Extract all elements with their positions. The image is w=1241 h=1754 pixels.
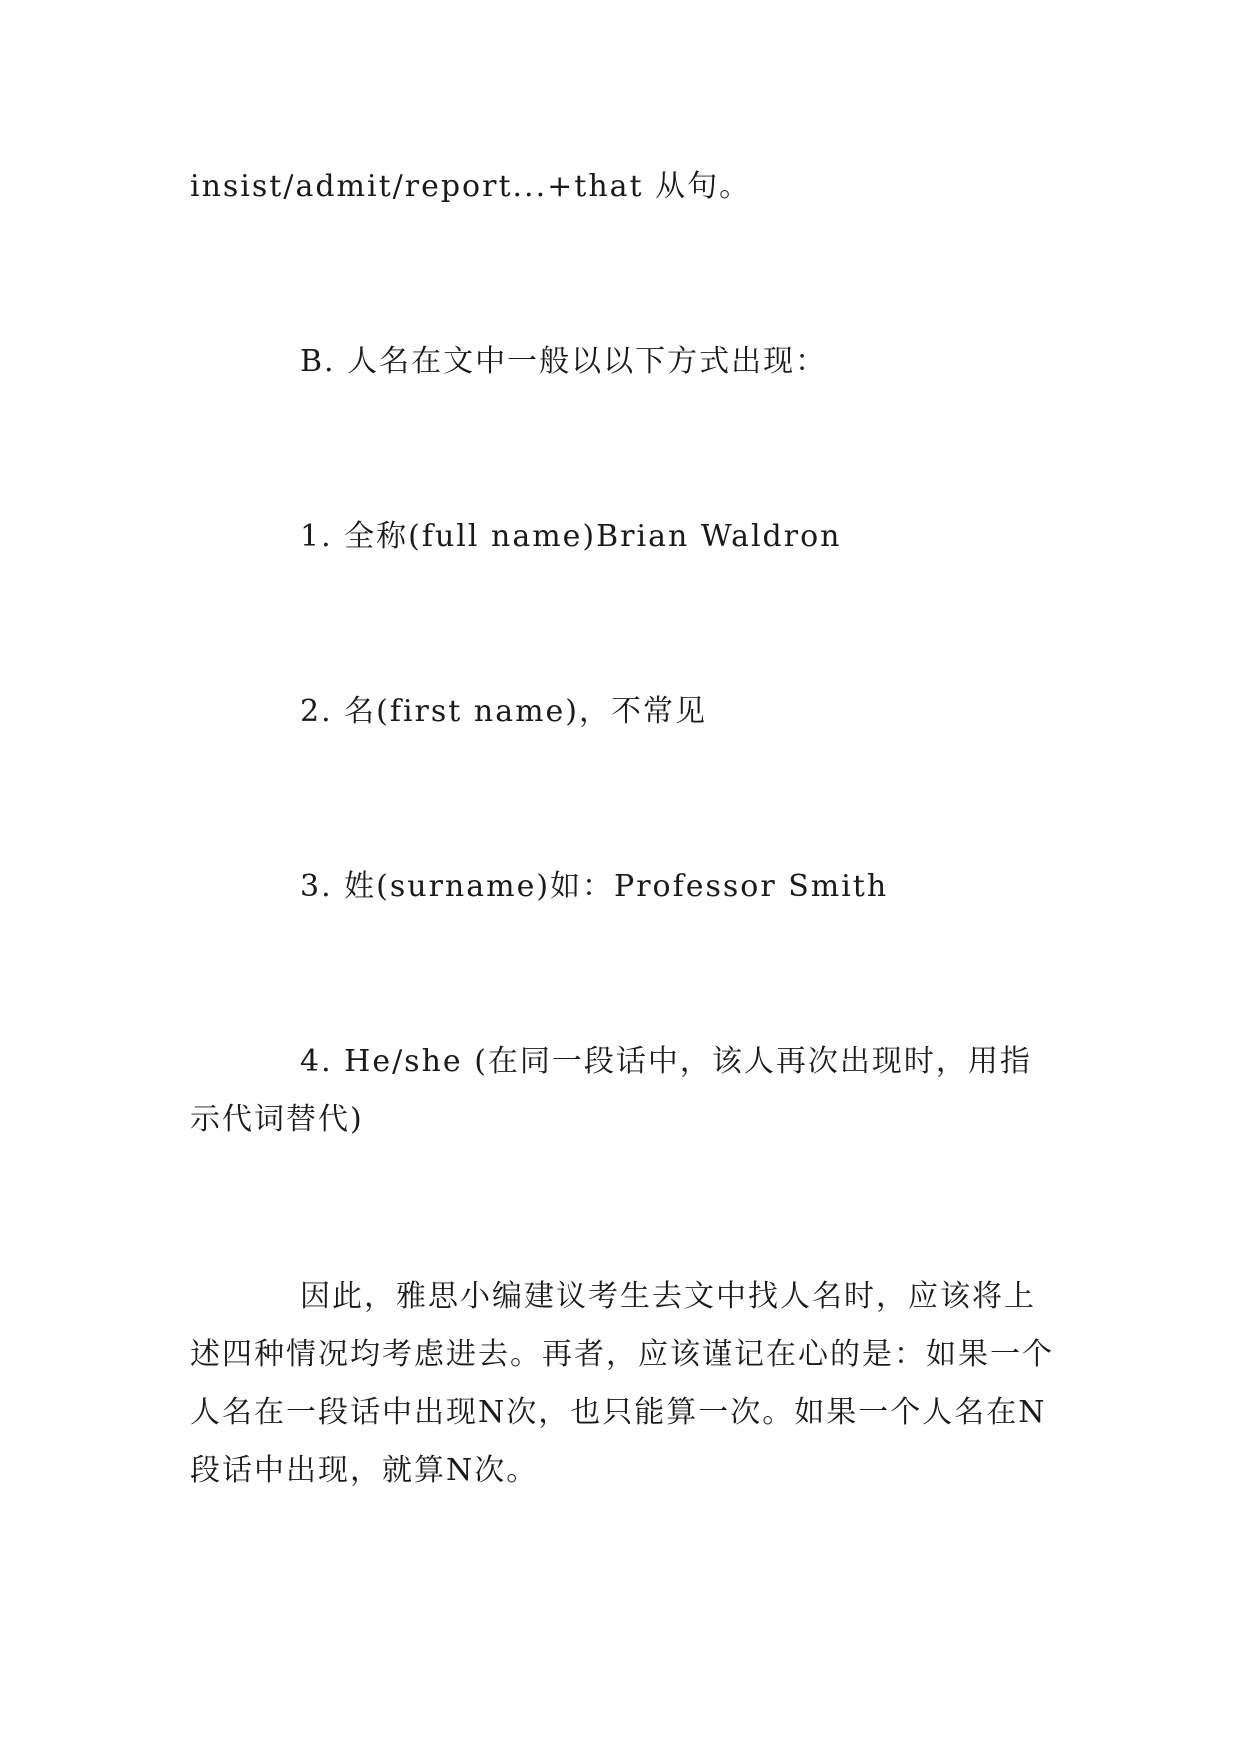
list-item-1: 1. 全称(full name)Brian Waldron (300, 519, 842, 554)
paragraph-section-b: B. 人名在文中一般以以下方式出现： (300, 344, 828, 379)
list-item-4: 4. He/she (在同一段话中，该人再次出现时，用指示代词替代) (190, 1044, 1032, 1137)
list-item-3: 3. 姓(surname)如：Professor Smith (300, 869, 889, 904)
paragraph-conclusion: 因此，雅思小编建议考生去文中找人名时，应该将上述四种情况均考虑进去。再者，应该谨记在心的是：如果一个人名在一段话中出现N次，也只能算一次。如果一个人名在N段话中出现，就算N次。 (190, 1279, 1054, 1488)
paragraph-continuation: insist/admit/report...+that 从句。 (190, 169, 752, 204)
list-item-2: 2. 名(first name)，不常见 (300, 694, 708, 729)
